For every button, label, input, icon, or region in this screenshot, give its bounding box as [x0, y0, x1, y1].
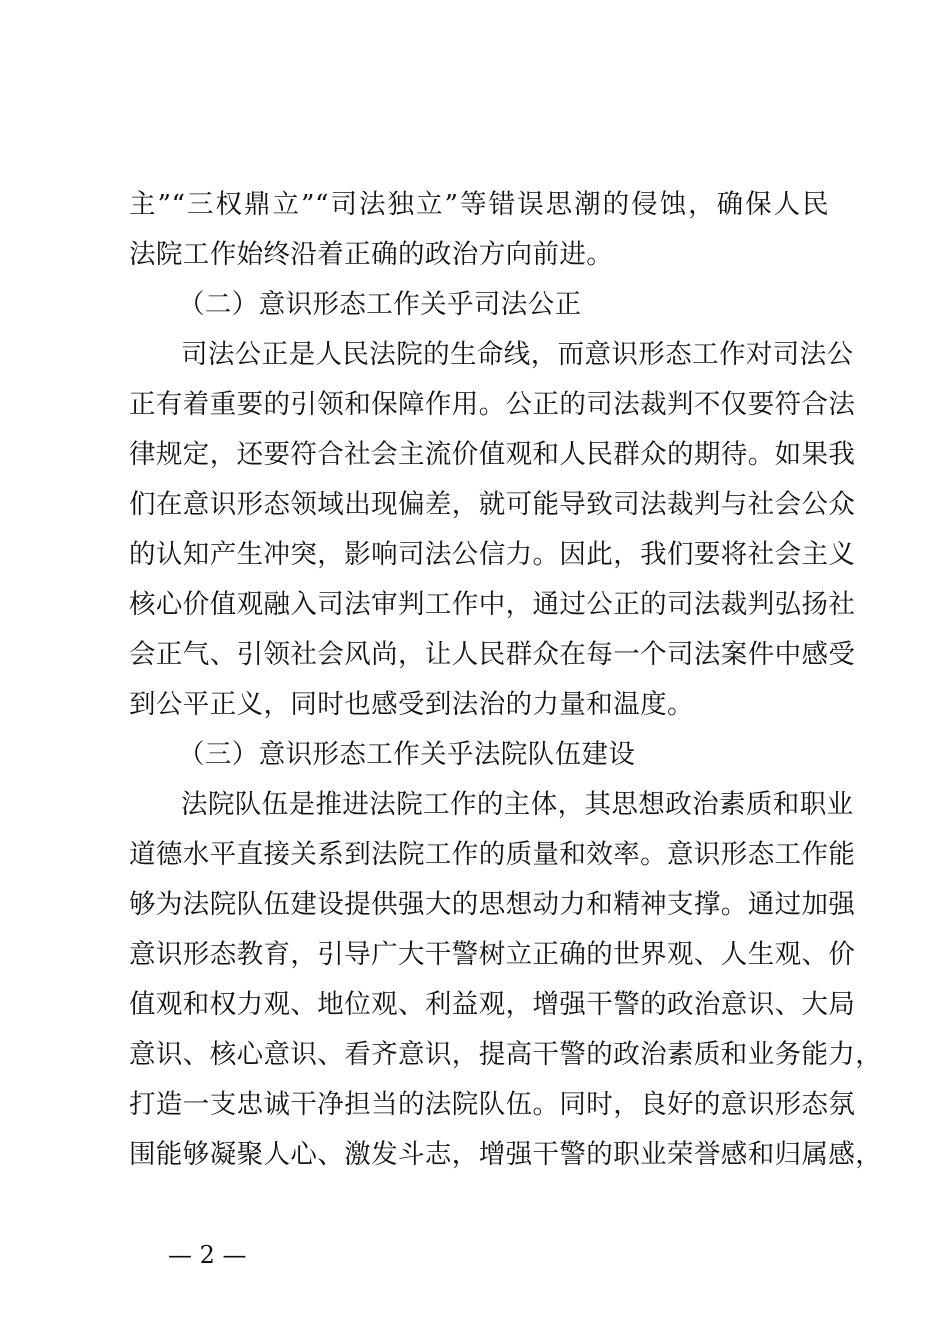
paragraph-line: 主”“三权鼎立”“司法独立”等错误思潮的侵蚀，确保人民 — [129, 189, 829, 220]
paragraph-line: 道德水平直接关系到法院工作的质量和效率。意识形态工作能 — [129, 839, 856, 870]
paragraph-line: 会正气、引领社会风尚，让人民群众在每一个司法案件中感受 — [129, 639, 856, 670]
paragraph-line: 核心价值观融入司法审判工作中，通过公正的司法裁判弘扬社 — [129, 589, 856, 620]
paragraph-line: 的认知产生冲突，影响司法公信力。因此，我们要将社会主义 — [129, 539, 856, 570]
paragraph-line: 法院工作始终沿着正确的政治方向前进。 — [129, 239, 614, 270]
paragraph-line: 围能够凝聚人心、激发斗志，增强干警的职业荣誉感和归属感， — [129, 1139, 883, 1170]
paragraph-line: 正有着重要的引领和保障作用。公正的司法裁判不仅要符合法 — [129, 389, 856, 420]
section-heading: （二）意识形态工作关乎司法公正 — [178, 289, 582, 320]
paragraph-line: 意识、核心意识、看齐意识，提高干警的政治素质和业务能力， — [129, 1039, 883, 1070]
paragraph-line: 们在意识形态领域出现偏差，就可能导致司法裁判与社会公众 — [129, 489, 856, 520]
page-number: — 2 — — [168, 1241, 247, 1269]
paragraph-line: 到公平正义，同时也感受到法治的力量和温度。 — [129, 689, 694, 720]
section-heading: （三）意识形态工作关乎法院队伍建设 — [178, 739, 636, 770]
paragraph-line: 法院队伍是推进法院工作的主体，其思想政治素质和职业 — [181, 789, 854, 820]
paragraph-line: 律规定，还要符合社会主流价值观和人民群众的期待。如果我 — [129, 439, 856, 470]
paragraph-line: 值观和权力观、地位观、利益观，增强干警的政治意识、大局 — [129, 989, 856, 1020]
paragraph-line: 打造一支忠诚干净担当的法院队伍。同时，良好的意识形态氛 — [129, 1089, 856, 1120]
paragraph-line: 司法公正是人民法院的生命线，而意识形态工作对司法公 — [181, 339, 854, 370]
paragraph-line: 够为法院队伍建设提供强大的思想动力和精神支撑。通过加强 — [129, 889, 856, 920]
paragraph-line: 意识形态教育，引导广大干警树立正确的世界观、人生观、价 — [129, 939, 856, 970]
